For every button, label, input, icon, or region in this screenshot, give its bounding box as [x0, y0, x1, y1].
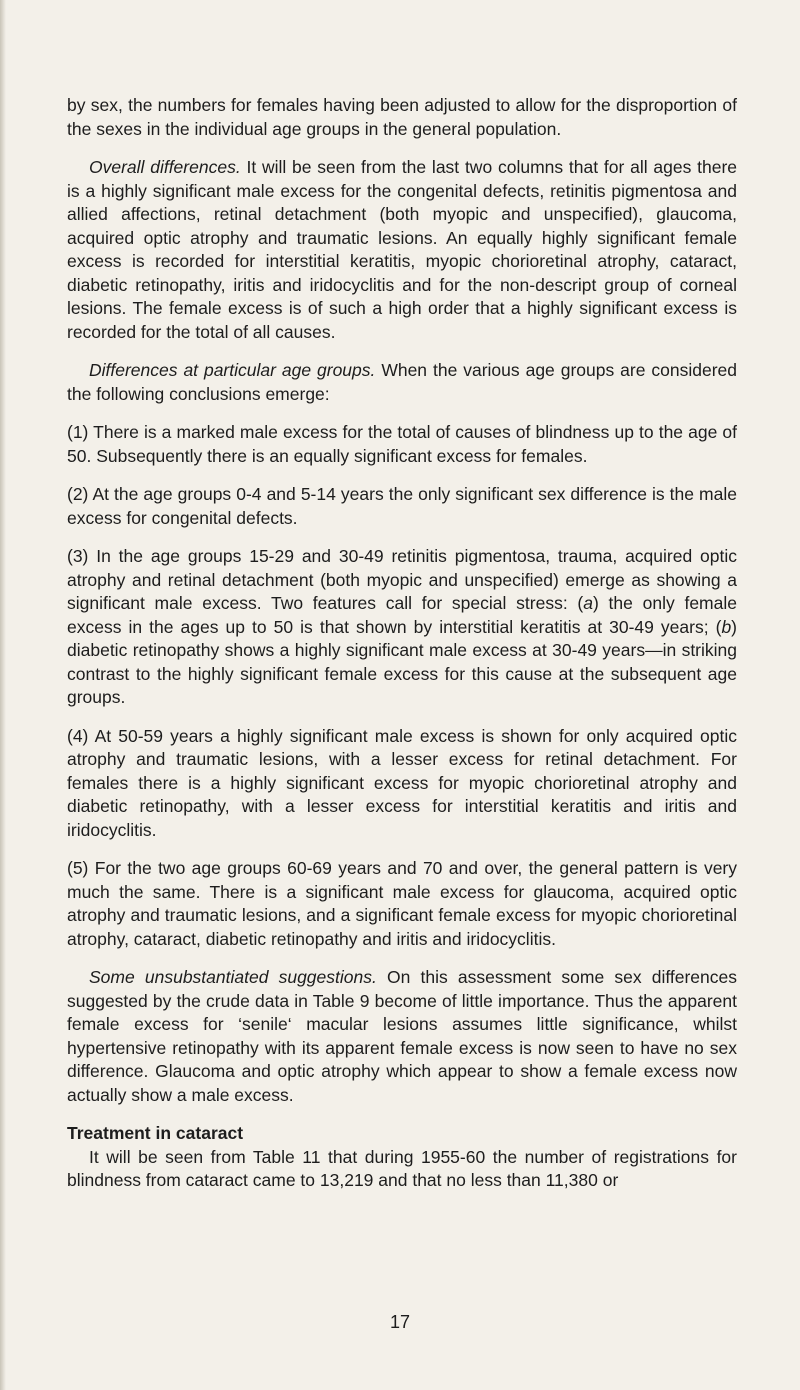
list-item-1: (1) There is a marked male excess for the total of causes of blindness up to the age of 50. Subsequently there is an equally significant excess for females.: [67, 422, 737, 466]
list-item-2: (2) At the age groups 0-4 and 5-14 years the only significant sex difference is the male excess for congenital defects.: [67, 484, 737, 528]
run-in-heading-age-groups: Differences at particular age groups.: [89, 360, 376, 380]
page-number: 17: [389, 1312, 411, 1332]
paragraph-overall-differences: [67, 156, 737, 344]
run-in-heading-overall: Overall differences.: [89, 157, 241, 177]
paragraph-cataract: It will be seen from Table 11 that during 1955-60 the number of registrations for blindness from cataract came to 13,219 and that no less than 11,380 or: [67, 1146, 737, 1190]
list-item-3: [67, 545, 737, 710]
paragraph-intro: by sex, the numbers for females having been adjusted to allow for the disproportion of the sexes in the individual age groups in the general population.: [67, 95, 737, 139]
page-edge-shadow: [0, 0, 6, 1390]
paragraph-age-groups: [67, 359, 737, 406]
item-text: ) diabetic retinopathy shows a highly significant male excess at 30-49 years—in striking contrast to the highly significant female excess for this cause at the subsequent age groups.: [67, 616, 737, 707]
list-item-5: (5) For the two age groups 60-69 years and 70 and over, the general pattern is very much the same. There is a significant male excess for glaucoma, acquired optic atrophy and traumatic lesions, and a significant female excess for myopic chorioretinal atrophy, cataract, diabetic retinopathy and iritis and iridocyclitis.: [67, 858, 737, 949]
document-body: [67, 94, 737, 1208]
item-text: ) the only female excess in the ages up to 50 is that shown by interstitial keratitis at 30-49 years; (: [67, 593, 737, 637]
paragraph-text: When the various age groups are considered the following conclusions emerge:: [67, 360, 737, 404]
paragraph-text: On this assessment some sex differences suggested by the crude data in Table 9 become of little importance. Thus the apparent female excess for ‘senile‘ macular lesions assumes little significance, whilst hypertensive retinopathy with its apparent female excess is now seen to have no sex difference. Glaucoma and optic atrophy which appear to show a female excess now actually show a male excess.: [67, 967, 737, 1105]
paragraph-text: It will be seen from the last two columns that for all ages there is a highly significant male excess for the congenital defects, retinitis pigmentosa and allied affections, retinal detachment (both myopic and unspecified), glaucoma, acquired optic atrophy and traumatic lesions. An equally highly significant female excess is recorded for interstitial keratitis, myopic chorioretinal atrophy, cataract, diabetic retinopathy, iritis and iridocyclitis and for the non-descript group of corneal lesions. The female excess is of such a high order that a highly significant excess is recorded for the total of all causes.: [67, 157, 737, 342]
item-letter-b: b: [721, 616, 732, 637]
item-letter-a: a: [583, 593, 593, 613]
section-heading-cataract: Treatment in cataract: [67, 1123, 244, 1143]
list-item-4: (4) At 50-59 years a highly significant male excess is shown for only acquired optic atrophy and traumatic lesions, with a lesser excess for retinal detachment. For females there is a highly significant excess for myopic chorioretinal atrophy and diabetic retinopathy, with a lesser excess for interstitial keratitis and iritis and iridocyclitis.: [67, 725, 737, 840]
item-text: (3) In the age groups 15-29 and 30-49 retinitis pigmentosa, trauma, acquired optic atrophy and retinal detachment (both myopic and unspecified) emerge as showing a significant male excess. Two features call for special stress: (: [67, 546, 737, 613]
run-in-heading-unsubstantiated: Some unsubstantiated suggestions.: [89, 967, 377, 987]
paragraph-unsubstantiated: [67, 966, 737, 1107]
